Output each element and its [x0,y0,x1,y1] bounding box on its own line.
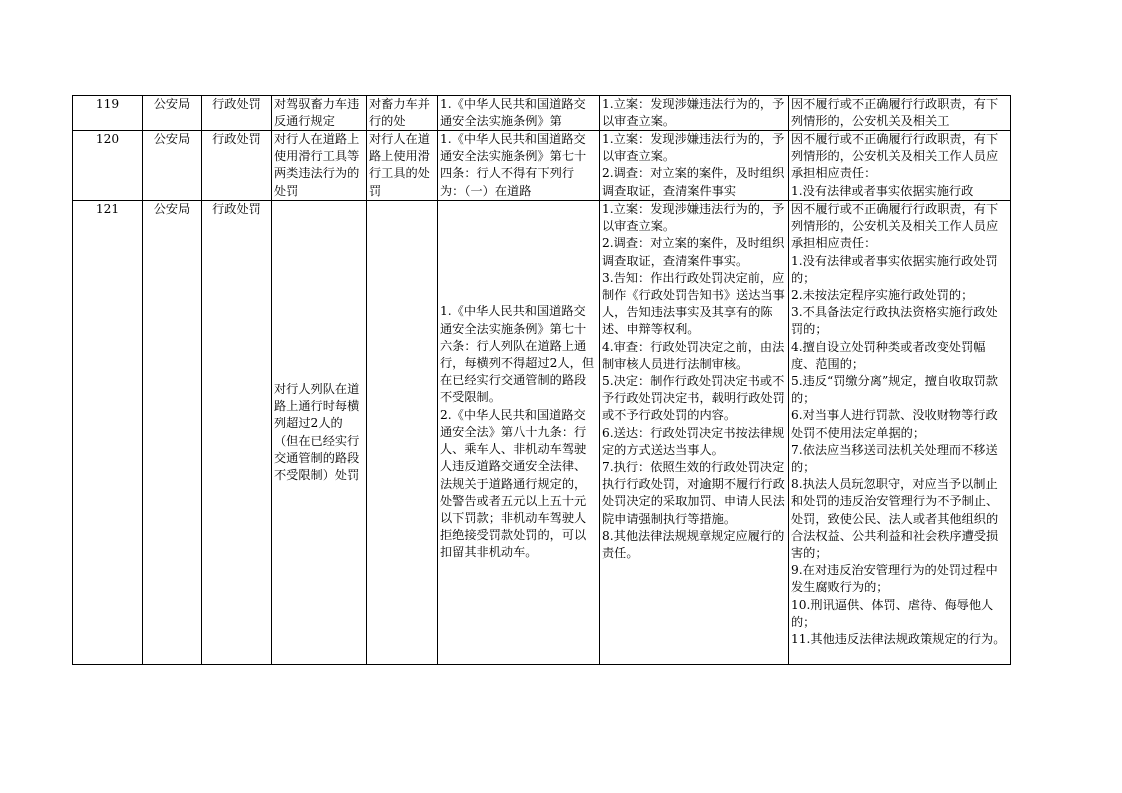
item-name-cell [272,201,367,665]
liability-cell [789,131,1011,201]
power-type-cell: 行政处罚 [202,131,272,201]
legal-basis-text: 1.《中华人民共和国道路交通安全法实施条例》第七十六条：行人列队在道路上通行，每横列不得超过2人，但在已经实行交通管制的路段不受限制。 2.《中华人民共和国道路交通安全法》第八十九条：行人、乘车人、非机动车驾驶人违反道路交通安全法律、法规关于道路通行规定的，处警告或者五元以上五十元以下罚款；非机动车驾驶人拒绝接受罚款处罚的，可以扣留其非机动车。 [440,304,595,560]
row-number: 121 [73,201,143,665]
sub-item-cell [367,131,438,201]
process-cell [600,201,789,665]
process-text: 1.立案：发现涉嫌违法行为的，予以审查立案。 [602,97,785,129]
sub-item-text: 对畜力车并行的处 [369,97,430,129]
process-cell [600,131,789,201]
item-name-cell [272,131,367,201]
liability-text: 因不履行或不正确履行行政职责，有下列情形的，公安机关及相关工 [791,97,999,129]
power-type-cell: 行政处罚 [202,201,272,665]
legal-basis-cell [438,201,600,665]
sub-item-cell [367,201,438,665]
table-row [73,201,1011,665]
item-name-cell [272,96,367,131]
liability-text: 因不履行或不正确履行行政职责，有下列情形的，公安机关及相关工作人员应承担相应责任： 1.没有法律或者事实依据实施行政 [791,132,999,198]
sub-item-cell [367,96,438,131]
process-cell [600,96,789,131]
row-number: 119 [73,96,143,131]
table-row [73,96,1011,131]
department-cell: 公安局 [143,131,202,201]
department-cell: 公安局 [143,201,202,665]
legal-basis-cell [438,131,600,201]
liability-text: 因不履行或不正确履行行政职责，有下列情形的，公安机关及相关工作人员应承担相应责任： 1.没有法律或者事实依据实施行政处罚的； 2.未按法定程序实施行政处罚的； 3.不具备法定行政执法资格实施行政处罚的； 4.擅自设立处罚种类或者改变处罚幅度、范围的； 5.违反“罚缴分离”规定，擅自收取罚款的； 6.对当事人进行罚款、没收财物等行政处罚不使用法定单据的； 7.依法应当移送司法机关处理而不移送的； 8.执法人员玩忽职守，对应当予以制止和处罚的违反治安管理行为不予制止、处罚，致使公民、法人或者其他组织的合法权益、公共利益和社会秩序遭受损害的； 9.在对违反治安管理行为的处罚过程中发生腐败行为的； 10.刑讯逼供、体罚、虐待、侮辱他人的； 11.其他违反法律法规政策规定的行为。 [791,202,1006,647]
liability-cell [789,96,1011,131]
item-name-text: 对驾驭畜力车违反通行规定 [274,97,360,129]
legal-basis-cell [438,96,600,131]
power-type-cell: 行政处罚 [202,96,272,131]
process-text: 1.立案：发现涉嫌违法行为的，予以审查立案。 2.调查：对立案的案件，及时组织调查取证，查清案件事实。 3.告知：作出行政处罚决定前，应制作《行政处罚告知书》送达当事人，告知违法事实及其享有的陈述、申辩等权利。 4.审查：行政处罚决定之前，由法制审核人员进行法制审核。 5.决定：制作行政处罚决定书或不予行政处罚决定书，载明行政处罚或不予行政处罚的内容。 6.送达：行政处罚决定书按法律规定的方式送达当事人。 7.执行：依照生效的行政处罚决定执行行政处罚，对逾期不履行行政处罚决定的采取加罚、申请人民法院申请强制执行等措施。 8.其他法律法规规章规定应履行的责任。 [602,202,785,561]
process-text: 1.立案：发现涉嫌违法行为的，予以审查立案。 2.调查：对立案的案件，及时组织调查取证，查清案件事实 [602,132,785,198]
item-name-text: 对行人在道路上使用滑行工具等两类违法行为的处罚 [274,132,360,198]
responsibility-table [72,95,1011,665]
legal-basis-text: 1.《中华人民共和国道路交通安全法实施条例》第 [440,97,586,129]
item-name-text: 对行人列队在道路上通行时每横列超过2人的（但在已经实行交通管制的路段不受限制）处罚 [274,381,360,482]
sub-item-text: 对行人在道路上使用滑行工具的处罚 [369,132,430,198]
liability-cell [789,201,1011,665]
table-row [73,131,1011,201]
legal-basis-text: 1.《中华人民共和国道路交通安全法实施条例》第七十四条：行人不得有下列行为：（一）在道路 [440,132,587,198]
row-number: 120 [73,131,143,201]
department-cell: 公安局 [143,96,202,131]
